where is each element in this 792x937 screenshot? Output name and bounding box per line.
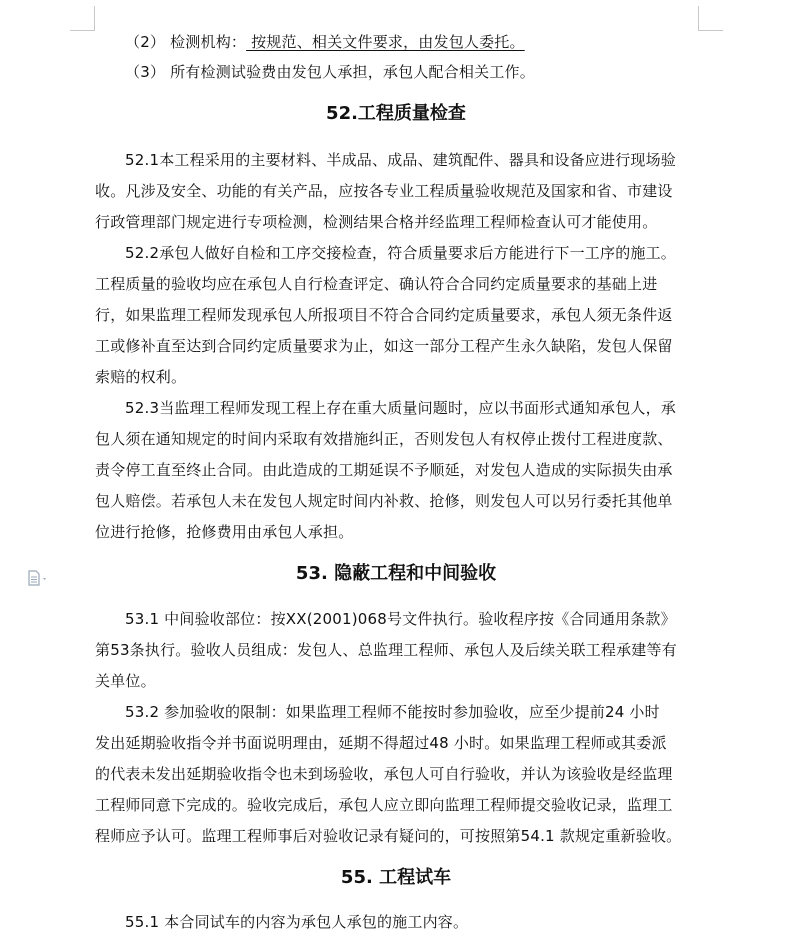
paragraph-line: 责令停工直至终止合同。由此造成的工期延误不予顺延，对发包人造成的实际损失由承 (95, 461, 673, 479)
paragraph-line: 工程质量的验收均应在承包人自行检查评定、确认符合合同约定质量要求的基础上进 (95, 275, 658, 293)
paragraph-line: 53.1 中间验收部位：按XX(2001)068号文件执行。验收程序按《合同通用条款》 (125, 610, 676, 628)
paragraph-line: 程师应予认可。监理工程师事后对验收记录有疑问的，可按照第54.1 款规定重新验收。 (95, 827, 682, 845)
section-53-heading: 53. 隐蔽工程和中间验收 (295, 563, 497, 584)
crop-mark-top-right (698, 6, 723, 31)
paragraph-line: 的代表未发出延期验收指令也未到场验收，承包人可自行验收，并认为该验收是经监理 (95, 765, 673, 783)
paragraph-line: 位进行抢修，抢修费用由承包人承担。 (95, 523, 354, 541)
item-3-line: （3） 所有检测试验费由发包人承担，承包人配合相关工作。 (125, 63, 535, 81)
document-icon[interactable] (27, 570, 49, 586)
paragraph-line: 发出延期验收指令并书面说明理由，延期不得超过48 小时。如果监理工程师或其委派 (95, 734, 667, 752)
section-52-heading: 52.工程质量检查 (326, 103, 466, 124)
paragraph-line: 工程师同意下完成的。验收完成后，承包人应立即向监理工程师提交验收记录，监理工 (95, 796, 673, 814)
paragraph-line: 索赔的权利。 (95, 368, 187, 386)
crop-mark-top-left (70, 6, 95, 31)
paragraph-line: 行，如果监理工程师发现承包人所报项目不符合合同约定质量要求，承包人须无条件返 (95, 306, 673, 324)
paragraph-line: 收。凡涉及安全、功能的有关产品，应按各专业工程质量验收规范及国家和省、市建设 (95, 182, 673, 200)
paragraph-line: 包人须在通知规定的时间内采取有效措施纠正，否则发包人有权停止拨付工程进度款、 (95, 430, 673, 448)
paragraph-line: 52.3当监理工程师发现工程上存在重大质量问题时，应以书面形式通知承包人，承 (125, 399, 677, 417)
paragraph-line: 52.1本工程采用的主要材料、半成品、成品、建筑配件、器具和设备应进行现场验 (125, 151, 677, 169)
paragraph-line: 55.1 本合同试车的内容为承包人承包的施工内容。 (125, 913, 469, 931)
paragraph-line: 第53条执行。验收人员组成：发包人、总监理工程师、承包人及后续关联工程承建等有 (95, 641, 677, 659)
section-55-heading: 55. 工程试车 (340, 867, 452, 888)
paragraph-line: 工或修补直至达到合同约定质量要求为止，如这一部分工程产生永久缺陷，发包人保留 (95, 337, 673, 355)
paragraph-line: 行政管理部门规定进行专项检测，检测结果合格并经监理工程师检查认可才能使用。 (95, 213, 658, 231)
paragraph-line: 包人赔偿。若承包人未在发包人规定时间内补救、抢修，则发包人可以另行委托其他单 (95, 492, 673, 510)
paragraph-line: 关单位。 (95, 672, 156, 690)
item-2-label: （2） 检测机构： (125, 33, 247, 51)
item-2-value: 按规范、相关文件要求，由发包人委托。 (246, 33, 525, 51)
item-2-line (125, 32, 525, 52)
paragraph-line: 53.2 参加验收的限制：如果监理工程师不能按时参加验收，应至少提前24 小时 (125, 703, 660, 721)
paragraph-line: 52.2承包人做好自检和工序交接检查，符合质量要求后方能进行下一工序的施工。 (125, 244, 677, 262)
